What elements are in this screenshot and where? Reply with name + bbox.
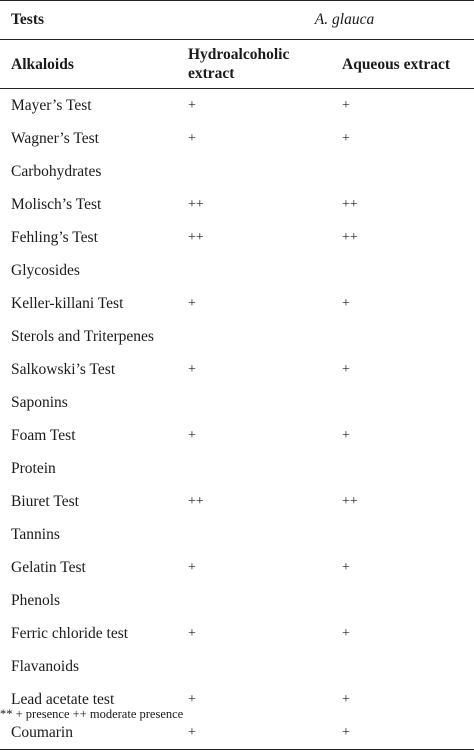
test-name-cell: Mayer’s Test <box>11 96 92 114</box>
header-hydroalcoholic-extract: Hydroalcoholic extract <box>188 46 290 82</box>
table-row <box>0 353 474 386</box>
table-row <box>0 122 474 155</box>
table-row <box>0 188 474 221</box>
table-footnote: ** + presence ++ moderate presence <box>0 707 184 721</box>
test-name-cell: Fehling’s Test <box>11 228 98 246</box>
table-row <box>0 254 474 287</box>
table-row <box>0 551 474 584</box>
test-name-cell: Tannins <box>11 525 60 543</box>
aqueous-result-cell: ++ <box>342 229 358 245</box>
test-name-cell: Saponins <box>11 393 68 411</box>
table-row <box>0 584 474 617</box>
aqueous-result-cell <box>340 650 474 683</box>
table-row <box>0 485 474 518</box>
test-name-cell: Carbohydrates <box>11 162 102 180</box>
table-row <box>0 518 474 551</box>
header-alkaloids: Alkaloids <box>11 55 74 73</box>
test-name-cell: Lead acetate test <box>11 690 115 708</box>
hydroalcoholic-result-cell: + <box>188 625 196 641</box>
hydroalcoholic-result-cell <box>186 155 340 188</box>
hydroalcoholic-result-cell <box>186 254 340 287</box>
table-row <box>0 716 474 750</box>
header-aqueous-extract: Aqueous extract <box>342 55 451 73</box>
table-row <box>0 617 474 650</box>
aqueous-result-cell: + <box>342 97 350 113</box>
table-row <box>0 89 474 123</box>
test-name-cell: Molisch’s Test <box>11 195 102 213</box>
aqueous-result-cell <box>340 584 474 617</box>
table-row <box>0 287 474 320</box>
aqueous-result-cell: + <box>342 559 350 575</box>
test-name-cell: Coumarin <box>11 723 73 741</box>
aqueous-result-cell: + <box>342 427 350 443</box>
hydroalcoholic-result-cell: + <box>188 97 196 113</box>
aqueous-result-cell <box>340 254 474 287</box>
hydroalcoholic-result-cell: + <box>188 361 196 377</box>
test-name-cell: Biuret Test <box>11 492 79 510</box>
table-row <box>0 221 474 254</box>
aqueous-result-cell: + <box>342 724 350 740</box>
aqueous-result-cell: + <box>342 691 350 707</box>
aqueous-result-cell: + <box>342 361 350 377</box>
hydroalcoholic-result-cell <box>186 386 340 419</box>
header-species-name: A. glauca <box>314 11 375 28</box>
test-name-cell: Foam Test <box>11 426 76 444</box>
table-row <box>0 386 474 419</box>
header-row-extracts <box>0 40 474 89</box>
test-name-cell: Salkowski’s Test <box>11 360 116 378</box>
aqueous-result-cell: + <box>342 625 350 641</box>
hydroalcoholic-result-cell: + <box>188 295 196 311</box>
test-name-cell: Phenols <box>11 591 61 609</box>
table-row <box>0 419 474 452</box>
hydroalcoholic-result-cell: + <box>188 691 196 707</box>
test-name-cell: Keller-killani Test <box>11 294 124 312</box>
test-name-cell: Protein <box>11 459 56 477</box>
hydroalcoholic-result-cell: + <box>188 724 196 740</box>
table-body <box>0 89 474 750</box>
table-row <box>0 452 474 485</box>
aqueous-result-cell: ++ <box>342 493 358 509</box>
hydroalcoholic-result-cell: ++ <box>188 196 204 212</box>
hydroalcoholic-result-cell <box>186 452 340 485</box>
aqueous-result-cell <box>340 320 474 353</box>
aqueous-result-cell: + <box>342 295 350 311</box>
hydroalcoholic-result-cell: + <box>188 130 196 146</box>
aqueous-result-cell <box>340 518 474 551</box>
aqueous-result-cell: + <box>342 130 350 146</box>
table-row <box>0 155 474 188</box>
hydroalcoholic-result-cell: ++ <box>188 493 204 509</box>
hydroalcoholic-result-cell <box>186 518 340 551</box>
hydroalcoholic-result-cell <box>186 584 340 617</box>
header-tests: Tests <box>11 11 45 28</box>
table-row <box>0 650 474 683</box>
test-name-cell: Wagner’s Test <box>11 129 99 147</box>
hydroalcoholic-result-cell: + <box>188 427 196 443</box>
aqueous-result-cell: ++ <box>342 196 358 212</box>
hydroalcoholic-result-cell: + <box>188 559 196 575</box>
header-row-species <box>0 1 474 40</box>
test-name-cell: Glycosides <box>11 261 80 279</box>
test-name-cell: Ferric chloride test <box>11 624 129 642</box>
aqueous-result-cell <box>340 386 474 419</box>
test-name-cell: Gelatin Test <box>11 558 86 576</box>
aqueous-result-cell <box>340 452 474 485</box>
hydroalcoholic-result-cell <box>186 650 340 683</box>
hydroalcoholic-result-cell <box>186 320 340 353</box>
hydroalcoholic-result-cell: ++ <box>188 229 204 245</box>
test-name-cell: Flavanoids <box>11 657 80 675</box>
table-row <box>0 320 474 353</box>
aqueous-result-cell <box>340 155 474 188</box>
test-name-cell: Sterols and Triterpenes <box>11 327 154 345</box>
